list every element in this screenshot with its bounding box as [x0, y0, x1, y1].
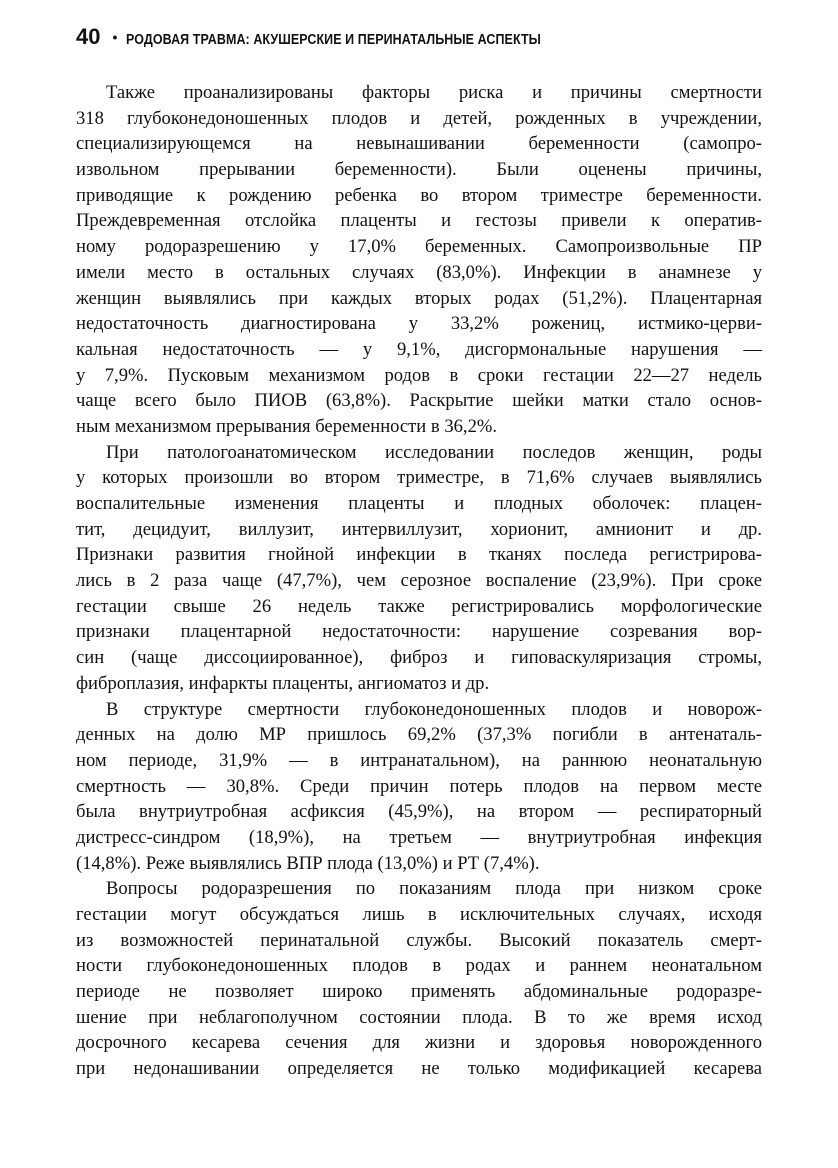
text-line: досрочного кесарева сечения для жизни и здоровья новорожденного [76, 1032, 762, 1054]
text-line: Вопросы родоразрешения по показаниям плода при низком сроке [106, 878, 762, 900]
text-line: была внутриутробная асфиксия (45,9%), на втором — респираторный [76, 801, 762, 823]
text-line: 318 глубоконедоношенных плодов и детей, рожденных в учреждении, [76, 107, 762, 129]
header-bullet: • [112, 29, 118, 45]
text-line: из возможностей перинатальной службы. Высокий показатель смерт- [76, 929, 762, 951]
text-line: чаще всего было ПИОВ (63,8%). Раскрытие шейки матки стало основ- [76, 390, 762, 412]
text-line: гестации могут обсуждаться лишь в исключительных случаях, исходя [76, 904, 762, 925]
text-line: у которых произошли во втором триместре, в 71,6% случаев выявлялись [76, 467, 762, 489]
text-line: недостаточность диагностирована у 33,2% рожениц, истмико-церви- [76, 313, 762, 335]
body-text [76, 80, 762, 1082]
text-line: фиброплазия, инфаркты плаценты, ангиоматоз и др. [76, 672, 490, 694]
page-number: 40 [76, 24, 101, 49]
text-line: смертность — 30,8%. Среди причин потерь плодов на первом месте [76, 775, 762, 797]
text-line: Признаки развития гнойной инфекции в тканях последа регистрирова- [76, 544, 762, 566]
text-line: ному родоразрешению у 17,0% беременных. Самопроизвольные ПР [76, 236, 762, 258]
text-line: тит, децидуит, виллузит, интервиллузит, хорионит, амнионит и др. [76, 518, 762, 540]
text-line: при недонашивании определяется не только модификацией кесарева [76, 1058, 762, 1080]
text-line: гестации свыше 26 недель также регистрировались морфологические [76, 595, 762, 617]
text-line: ном периоде, 31,9% — в интранатальном), на раннюю неонатальную [76, 749, 762, 771]
text-line: специализирующемся на невынашивании беременности (самопро- [76, 133, 762, 155]
text-line: извольном прерывании беременности). Были оценены причины, [76, 159, 762, 181]
paragraph [76, 440, 762, 697]
text-line: Преждевременная отслойка плаценты и гестозы привели к оператив- [76, 210, 762, 232]
paragraph [76, 697, 762, 877]
text-line: лись в 2 раза чаще (47,7%), чем серозное воспаление (23,9%). При сроке [76, 570, 762, 592]
text-line: воспалительные изменения плаценты и плодных оболочек: плацен- [76, 493, 762, 514]
text-line: В структуре смертности глубоконедоношенных плодов и новорож- [106, 698, 762, 720]
text-line: признаки плацентарной недостаточности: нарушение созревания вор- [76, 621, 762, 643]
text-line: (14,8%). Реже выявлялись ВПР плода (13,0%) и РТ (7,4%). [76, 852, 540, 874]
text-line: дистресс-синдром (18,9%), на третьем — внутриутробная инфекция [76, 826, 762, 848]
chapter-title: РОДОВАЯ ТРАВМА: АКУШЕРСКИЕ И ПЕРИНАТАЛЬНЫЕ АСПЕКТЫ [126, 32, 542, 48]
text-line: у 7,9%. Пусковым механизмом родов в сроки гестации 22—27 недель [76, 364, 762, 386]
text-line: ным механизмом прерывания беременности в 36,2%. [76, 415, 498, 437]
paragraph [76, 876, 762, 1082]
running-header [76, 24, 778, 54]
text-line: ности глубоконедоношенных плодов в родах и раннем неонатальном [76, 955, 762, 977]
text-line: син (чаще диссоциированное), фиброз и гиповаскуляризация стромы, [76, 647, 762, 669]
text-line: денных на долю МР пришлось 69,2% (37,3% погибли в антенаталь- [76, 724, 762, 746]
text-line: кальная недостаточность — у 9,1%, дисгормональные нарушения — [76, 338, 762, 360]
text-line: шение при неблагополучном состоянии плода. В то же время исход [76, 1006, 762, 1028]
text-line: При патологоанатомическом исследовании последов женщин, роды [106, 441, 762, 463]
text-line: Также проанализированы факторы риска и причины смертности [106, 82, 762, 103]
text-line: периоде не позволяет широко применять абдоминальные родоразре- [76, 981, 762, 1003]
text-line: женщин выявлялись при каждых вторых родах (51,2%). Плацентарная [76, 287, 762, 309]
text-line: имели место в остальных случаях (83,0%). Инфекции в анамнезе у [76, 261, 762, 283]
text-line: приводящие к рождению ребенка во втором триместре беременности. [76, 184, 762, 206]
paragraph [76, 80, 762, 440]
